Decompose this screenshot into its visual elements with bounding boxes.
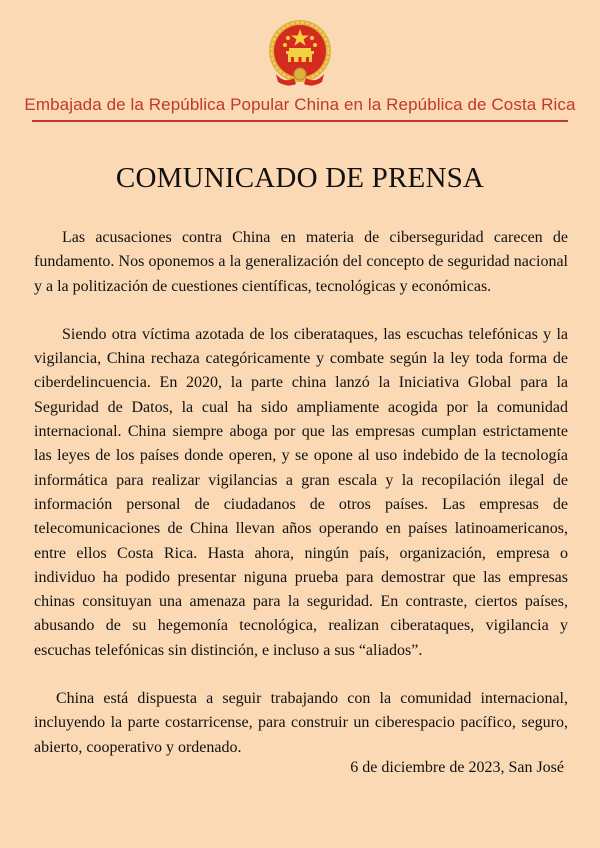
national-emblem-icon [266,18,334,88]
header-divider [32,120,568,122]
document-title: COMUNICADO DE PRENSA [115,162,485,194]
date-place: 6 de diciembre de 2023, San José [350,759,564,776]
paragraph-1: Las acusaciones contra China en materia de ciberseguridad carecen de fundamento. Nos oponemos a la generalización del concepto de seguridad nacional y a la politización de cuestiones científicas, tecnológicas y económicas. [34,229,568,295]
paragraph-2: Siendo otra víctima azotada de los ciberataques, las escuchas telefónicas y la vigilancia, China rechaza categóricamente y combate según la ley toda forma de ciberdelincuencia. En 2020, la parte china lanzó la Iniciativa Global para la Seguridad de Datos, la cual ha sido ampliamente acogida por la comunidad internacional. China siempre aboga por que las empresas cumplan estrictamente las leyes de los países donde operen, y se opone al uso indebido de la tecnología informática para realizar vigilancias a gran escala y la recopilación ilegal de información personal de ciudadanos de otros países. Las empresas de telecomunicaciones de China llevan años operando en países latinoamericanos, entre ellos Costa Rica. Hasta ahora, ningún país, organización, empresa o individuo ha podido presentar niguna prueba para demostrar que las empresas chinas consituyan una amenaza para la seguridad. En contraste, ciertos países, abusando de su hegemonía tecnológica, realizan ciberataques, vigilancia y escuchas telefónicas sin distinción, e incluso a sus “aliados”. [34,325,568,659]
embassy-name: Embajada de la República Popular China en la República de Costa Rica [24,95,576,114]
document-body [34,226,568,760]
paragraph-3: China está dispuesta a seguir trabajando con la comunidad internacional, incluyendo la parte costarricense, para construir un ciberespacio pacífico, seguro, abierto, cooperativo y ordenado. [34,690,568,756]
